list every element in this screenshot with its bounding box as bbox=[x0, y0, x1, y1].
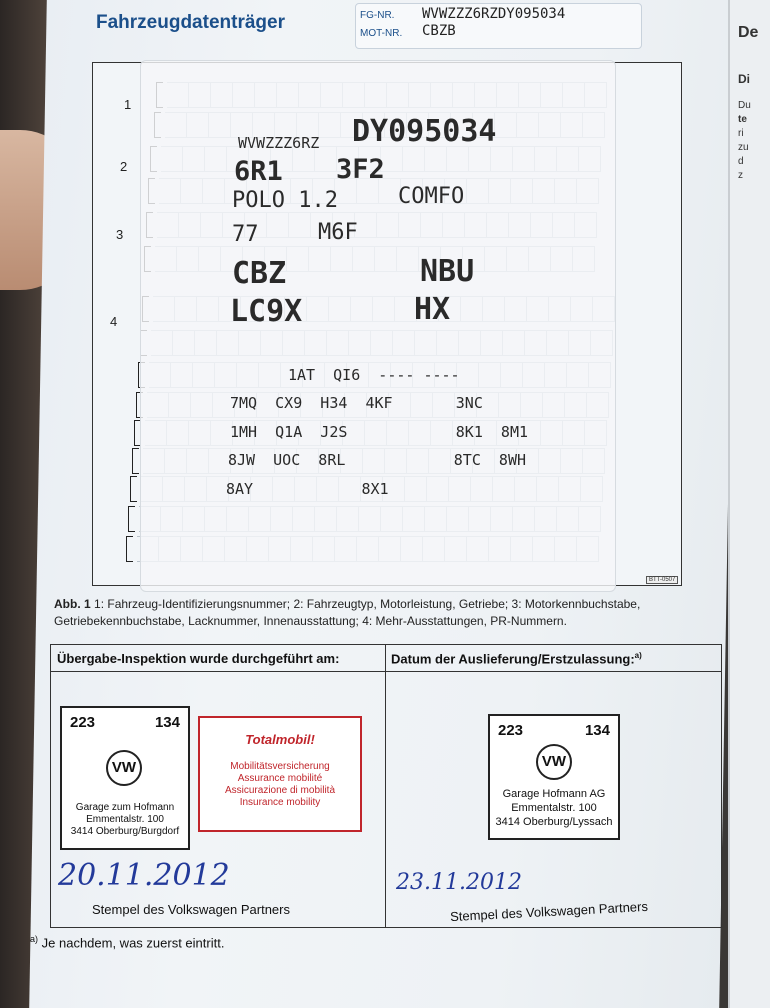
partner-label-left: Stempel des Volkswagen Partners bbox=[92, 902, 290, 917]
engine-code: CBZ bbox=[232, 256, 287, 291]
totalmobil-line: Mobilitätsversicherung bbox=[230, 761, 330, 772]
trim-level: COMFO bbox=[398, 184, 465, 209]
vehicle-type: 6R1 bbox=[234, 156, 283, 187]
stamp-address-line: Emmentalstr. 100 bbox=[86, 814, 164, 825]
adjacent-text: te bbox=[738, 114, 747, 125]
vw-logo-icon: VW bbox=[536, 744, 572, 780]
page-title: Fahrzeugdatenträger bbox=[96, 12, 285, 33]
motor-number-value: CBZB bbox=[422, 23, 456, 39]
row-bracket bbox=[126, 536, 133, 562]
footnote-mark: a) bbox=[30, 934, 39, 944]
stamp-number: 134 bbox=[584, 722, 610, 739]
delivery-header-text: Datum der Auslieferung/Erstzulassung: bbox=[391, 651, 635, 667]
adjacent-text: Di bbox=[738, 72, 750, 86]
stamp-number: 134 bbox=[154, 714, 180, 731]
adjacent-text: d bbox=[738, 156, 744, 167]
caption-text: 1: Fahrzeug-Identifizierungsnummer; 2: Fahrzeugtyp, Motorleistung, Getriebe; 3: Motorkennbuchstabe, Getriebekennbuchstabe, Lacknummer, Innenausstattung; 4: Mehr-Ausstattungen, PR-Nummern. bbox=[54, 597, 641, 628]
totalmobil-line: Assicurazione di mobilità bbox=[224, 785, 336, 796]
row-bracket bbox=[128, 506, 135, 532]
row-bracket bbox=[132, 448, 139, 474]
pr-number-line: 7MQ CX9 H34 4KF 3NC bbox=[230, 394, 483, 412]
fg-number-label: FG-NR. bbox=[360, 10, 395, 21]
dealer-stamp-left bbox=[60, 706, 190, 850]
adjacent-text: z bbox=[738, 170, 743, 181]
partner-label-right: Stempel des Volkswagen Partners bbox=[449, 898, 649, 925]
adjacent-text: zu bbox=[738, 142, 749, 153]
vw-logo-icon: VW bbox=[106, 750, 142, 786]
stamp-address-line: 3414 Oberburg/Burgdorf bbox=[70, 826, 180, 837]
pr-number-line: 8AY 8X1 bbox=[226, 480, 389, 498]
vehicle-type-code: 3F2 bbox=[336, 154, 385, 185]
stamp-address-line: Emmentalstr. 100 bbox=[511, 802, 597, 814]
fg-number-value: WVWZZZ6RZDY095034 bbox=[422, 6, 566, 22]
inspection-date: 20.11.2012 bbox=[58, 858, 230, 893]
footnote-text: Je nachdem, was zuerst eintritt. bbox=[41, 935, 225, 951]
totalmobil-stamp bbox=[198, 716, 362, 832]
adjacent-text: Du bbox=[738, 100, 751, 111]
model-name: POLO 1.2 bbox=[232, 188, 338, 213]
reference-code: BTT-0507 bbox=[646, 576, 678, 584]
adjacent-text: De bbox=[738, 24, 759, 41]
vin-serial: DY095034 bbox=[352, 114, 497, 149]
delivery-header bbox=[391, 651, 642, 666]
footnote-mark: a) bbox=[634, 651, 642, 660]
dealer-stamp-right bbox=[488, 714, 620, 840]
gearbox-code: NBU bbox=[420, 254, 475, 289]
paint-code: LC9X bbox=[230, 294, 303, 329]
row-number: 4 bbox=[110, 314, 118, 329]
table-divider bbox=[385, 645, 386, 927]
totalmobil-brand: Totalmobil! bbox=[245, 732, 315, 747]
interior-code: HX bbox=[414, 292, 451, 327]
motor-number-label: MOT-NR. bbox=[360, 28, 403, 39]
pr-number-line: 1AT QI6 ---- ---- bbox=[288, 366, 460, 384]
pr-number-line: 1MH Q1A J2S 8K1 8M1 bbox=[230, 423, 529, 441]
stamp-number: 223 bbox=[70, 714, 96, 731]
engine-power: 77 bbox=[232, 222, 259, 247]
adjacent-text: ri bbox=[738, 128, 744, 139]
totalmobil-line: Insurance mobility bbox=[239, 797, 321, 808]
table-header-line bbox=[51, 671, 721, 672]
stamp-number: 223 bbox=[498, 722, 524, 739]
vin-prefix: WVWZZZ6RZ bbox=[238, 134, 320, 152]
inspection-header: Übergabe-Inspektion wurde durchgeführt am: bbox=[57, 651, 340, 666]
stamp-address-line: Garage Hofmann AG bbox=[502, 788, 606, 800]
footnote bbox=[30, 934, 224, 950]
row-number: 1 bbox=[124, 97, 132, 112]
row-number: 3 bbox=[116, 227, 124, 242]
delivery-date: 23.11.2012 bbox=[396, 870, 522, 895]
stamp-address-line: Garage zum Hofmann bbox=[75, 802, 175, 813]
figure-caption bbox=[54, 596, 714, 630]
row-number: 2 bbox=[120, 159, 128, 174]
totalmobil-line: Assurance mobilité bbox=[237, 773, 323, 784]
gearbox-type: M6F bbox=[318, 220, 358, 245]
stamp-address-line: 3414 Oberburg/Lyssach bbox=[495, 816, 613, 828]
caption-label: Abb. 1 bbox=[54, 597, 91, 611]
adjacent-page bbox=[728, 0, 770, 1008]
pr-number-line: 8JW UOC 8RL 8TC 8WH bbox=[228, 451, 527, 469]
row-bracket bbox=[130, 476, 137, 502]
